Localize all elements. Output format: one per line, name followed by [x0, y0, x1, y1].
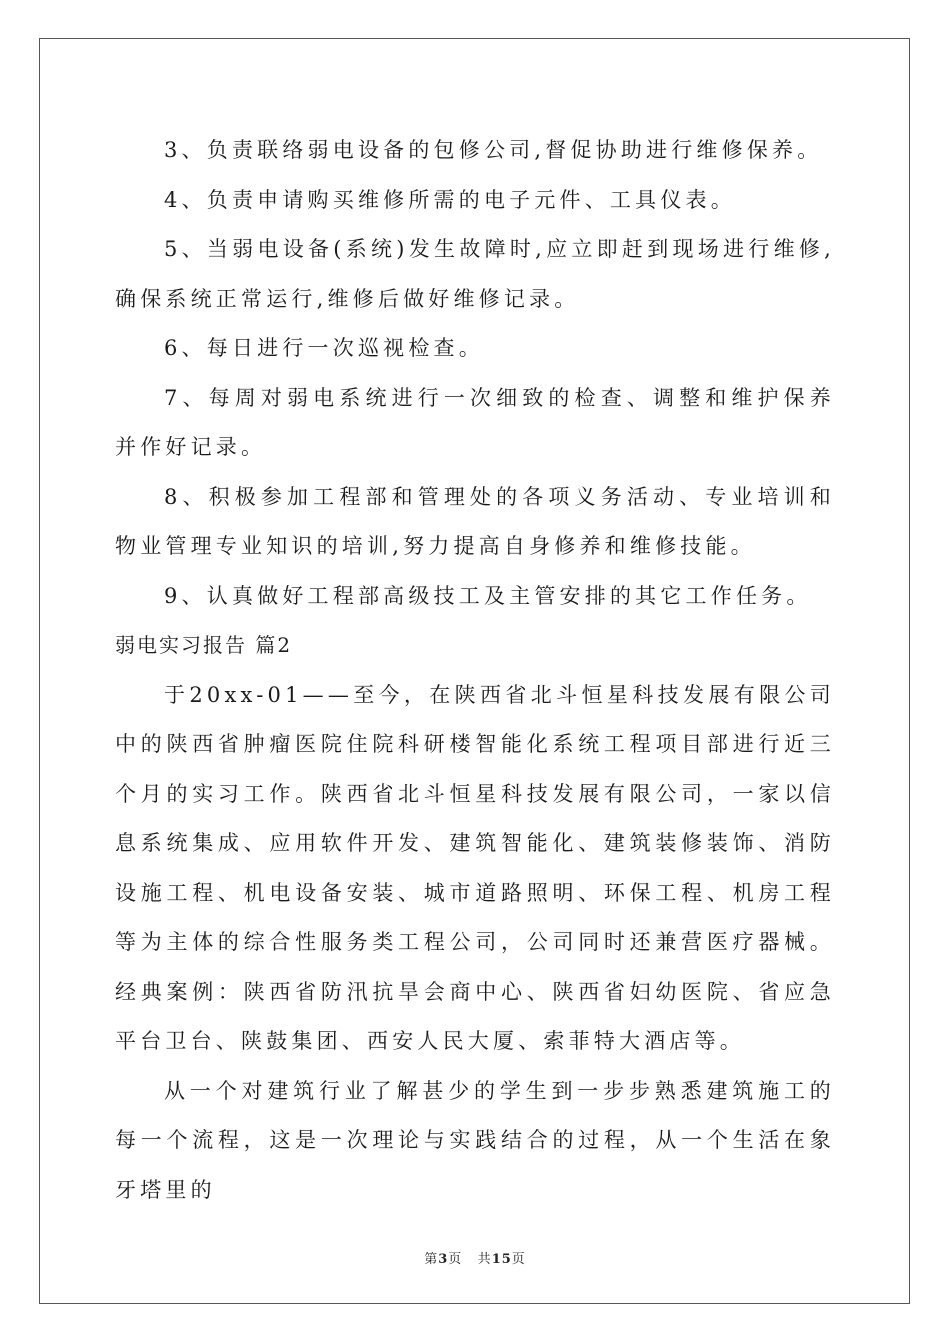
page-footer [0, 1248, 950, 1267]
paragraph-reflection: 从一个对建筑行业了解甚少的学生到一步步熟悉建筑施工的每一个流程，这是一次理论与实践结合的过程，从一个生活在象牙塔里的 [115, 1078, 835, 1202]
paragraph-item-9: 9、认真做好工程部高级技工及主管安排的其它工作任务。 [164, 583, 812, 608]
paragraph-item-7: 7、每周对弱电系统进行一次细致的检查、调整和维护保养并作好记录。 [115, 385, 835, 459]
paragraph-item-4: 4、负责申请购买维修所需的电子元件、工具仪表。 [164, 187, 736, 212]
section-heading: 弱电实习报告 篇2 [115, 633, 293, 657]
footer-total-suffix: 页 [511, 1252, 526, 1267]
paragraph-item-8: 8、积极参加工程部和管理处的各项义务活动、专业培训和物业管理专业知识的培训,努力提高自身修养和维修技能。 [115, 484, 835, 558]
footer-total-prefix: 共 [477, 1252, 492, 1267]
paragraph-item-6: 6、每日进行一次巡视检查。 [164, 336, 484, 360]
document-body [115, 126, 835, 1215]
footer-page-prefix: 第 [424, 1252, 439, 1267]
footer-page-suffix: 页 [448, 1252, 463, 1267]
footer-page-current: 3 [438, 1252, 449, 1267]
paragraph-item-5: 5、当弱电设备(系统)发生故障时,应立即赶到现场进行维修,确保系统正常运行,维修后做好维修记录。 [115, 237, 835, 311]
footer-page-total: 15 [491, 1252, 512, 1267]
paragraph-item-3: 3、负责联络弱电设备的包修公司,督促协助进行维修保养。 [164, 138, 823, 162]
paragraph-intro: 于20xx-01——至今，在陕西省北斗恒星科技发展有限公司中的陕西省肿瘤医院住院科研楼智能化系统工程项目部进行近三个月的实习工作。陕西省北斗恒星科技发展有限公司，一家以信息系统集成、应用软件开发、建筑智能化、建筑装修装饰、消防设施工程、机电设备安装、城市道路照明、环保工程、机房工程等为主体的综合性服务类工程公司，公司同时还兼营医疗器械。经典案例：陕西省防汛抗旱会商中心、陕西省妇幼医院、省应急平台卫台、陕鼓集团、西安人民大厦、索菲特大酒店等。 [115, 682, 835, 1053]
